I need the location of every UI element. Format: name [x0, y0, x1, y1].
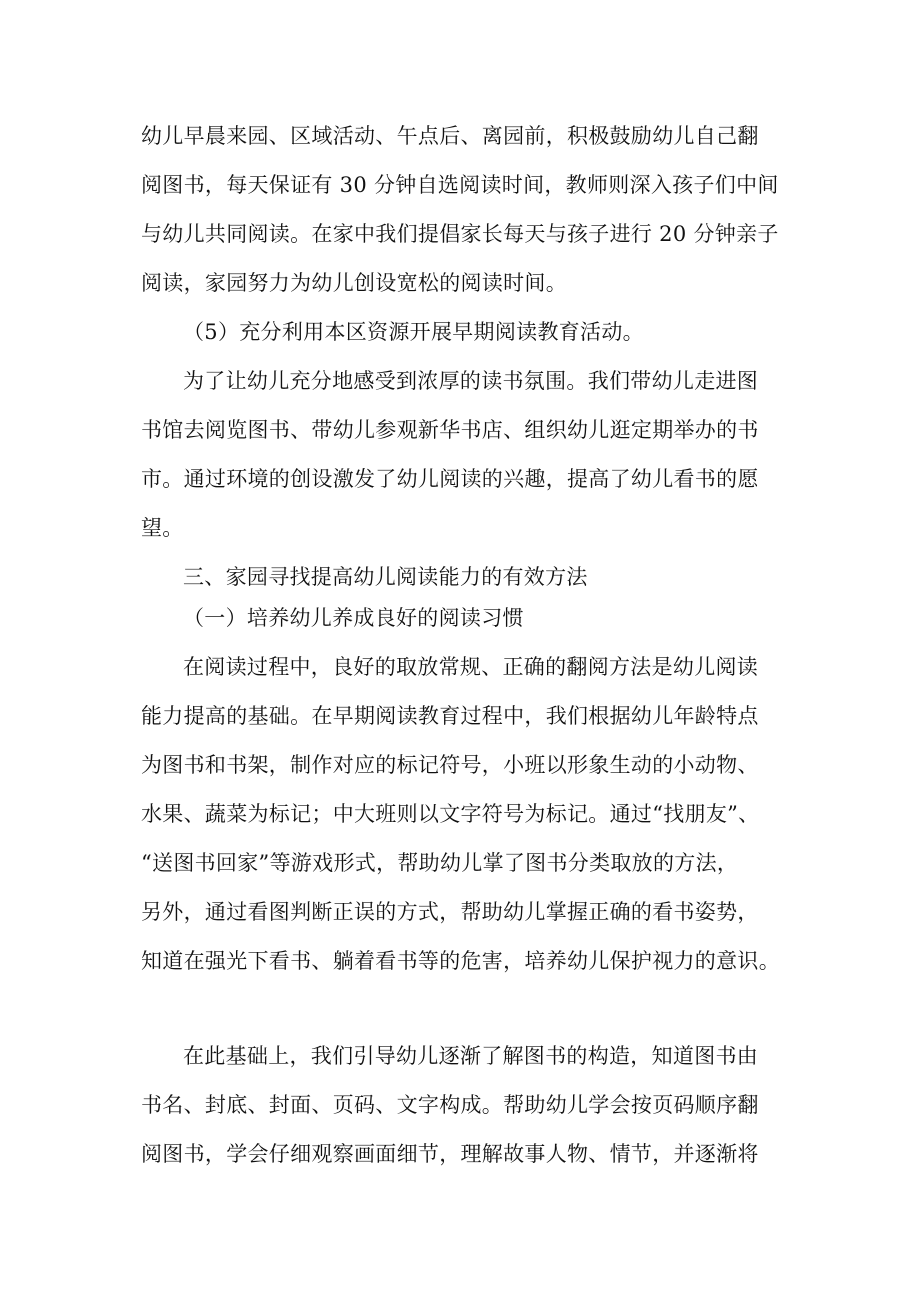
paragraph-book-structure	[141, 1044, 781, 1167]
paragraph-line: 能力提高的基础。在早期阅读教育过程中，我们根据幼儿年龄特点	[141, 704, 759, 728]
paragraph-line: 市。通过环境的创设激发了幼儿阅读的兴趣，提高了幼儿看书的愿	[141, 467, 759, 491]
paragraph-reading-time	[141, 124, 781, 296]
paragraph-line: 阅图书，学会仔细观察画面细节，理解故事人物、情节，并逐渐将	[141, 1142, 759, 1166]
paragraph-line: 为图书和书架，制作对应的标记符号，小班以形象生动的小动物、	[141, 753, 759, 777]
paragraph-line: 阅读，家园努力为幼儿创设宽松的阅读时间。	[141, 271, 567, 295]
heading-line: 三、家园寻找提高幼儿阅读能力的有效方法	[183, 565, 588, 589]
paragraph-line: 望。	[141, 516, 184, 540]
subsection-one-heading	[183, 606, 823, 631]
paragraph-line: 阅图书，每天保证有 30 分钟自选阅读时间，教师则深入孩子们中间	[141, 173, 779, 197]
paragraph-line: 幼儿早晨来园、区域活动、午点后、离园前，积极鼓励幼儿自己翻	[141, 124, 759, 148]
paragraph-line: 另外，通过看图判断正误的方式，帮助幼儿掌握正确的看书姿势，	[141, 900, 759, 924]
paragraph-line: 在此基础上，我们引导幼儿逐渐了解图书的构造，知道图书由	[183, 1044, 759, 1068]
heading-line: （一）培养幼儿养成良好的阅读习惯	[183, 606, 524, 630]
paragraph-line: 书馆去阅览图书、带幼儿参观新华书店、组织幼儿逛定期举办的书	[141, 418, 759, 442]
paragraph-line: 知道在强光下看书、躺着看书等的危害，培养幼儿保护视力的意识。	[141, 949, 780, 973]
paragraph-library-visits	[141, 369, 781, 541]
paragraph-reading-habits	[141, 655, 781, 974]
section-three-heading	[183, 565, 823, 590]
item-5-heading	[183, 320, 823, 345]
paragraph-line: 在阅读过程中，良好的取放常规、正确的翻阅方法是幼儿阅读	[183, 655, 759, 679]
paragraph-line: “送图书回家”等游戏形式，帮助幼儿掌了图书分类取放的方法，	[141, 851, 739, 875]
paragraph-line: 与幼儿共同阅读。在家中我们提倡家长每天与孩子进行 20 分钟亲子	[141, 222, 779, 246]
paragraph-line: 为了让幼儿充分地感受到浓厚的读书氛围。我们带幼儿走进图	[183, 369, 759, 393]
paragraph-line: 水果、蔬菜为标记；中大班则以文字符号为标记。通过“找朋友”、	[141, 802, 760, 826]
paragraph-line: 书名、封底、封面、页码、文字构成。帮助幼儿学会按页码顺序翻	[141, 1093, 759, 1117]
heading-line: （5）充分利用本区资源开展早期阅读教育活动。	[183, 320, 644, 344]
